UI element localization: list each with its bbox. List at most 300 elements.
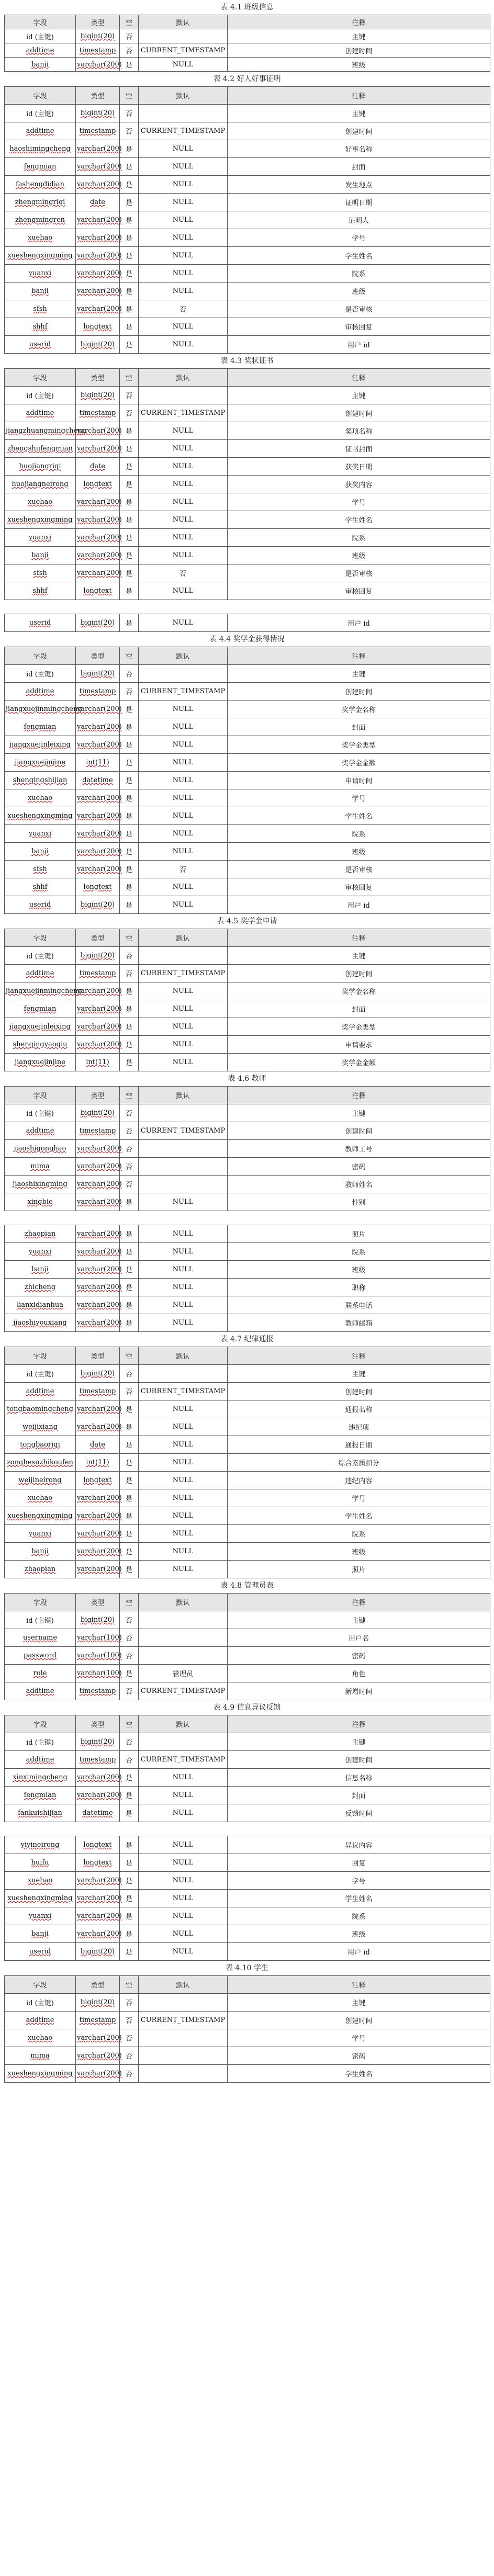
null-cell: 否 bbox=[120, 122, 139, 140]
type-cell: varchar(200) bbox=[76, 58, 120, 72]
null-cell: 否 bbox=[120, 2012, 139, 2029]
comment-cell: 奖学金金额 bbox=[228, 1054, 490, 1071]
null-cell: 否 bbox=[120, 1647, 139, 1665]
default-cell: CURRENT_TIMESTAMP bbox=[139, 683, 228, 701]
type-cell: varchar(200) bbox=[76, 529, 120, 547]
field-cell: sfsh bbox=[5, 861, 76, 878]
default-cell bbox=[139, 2047, 228, 2065]
type-cell: varchar(200) bbox=[76, 511, 120, 529]
table-row bbox=[5, 754, 490, 772]
column-header: 默认 bbox=[139, 1594, 228, 1611]
table-row bbox=[5, 2047, 490, 2065]
default-cell: NULL bbox=[139, 58, 228, 72]
field-cell: fengmian bbox=[5, 1787, 76, 1804]
table-header-row bbox=[5, 1976, 490, 1994]
null-cell: 是 bbox=[120, 283, 139, 300]
type-cell: varchar(200) bbox=[76, 158, 120, 176]
field-cell: id (主键) bbox=[5, 665, 76, 683]
type-cell: timestamp bbox=[76, 1122, 120, 1140]
null-cell: 是 bbox=[120, 1243, 139, 1261]
field-cell: xuehao bbox=[5, 229, 76, 247]
default-cell bbox=[139, 1158, 228, 1176]
comment-cell: 学生姓名 bbox=[228, 511, 490, 529]
field-cell: username bbox=[5, 1629, 76, 1647]
column-header: 字段 bbox=[5, 87, 76, 105]
field-cell: userid bbox=[5, 614, 76, 632]
field-cell: banji bbox=[5, 1261, 76, 1279]
type-cell: varchar(200) bbox=[76, 2047, 120, 2065]
field-cell: xueshengxingming bbox=[5, 1507, 76, 1525]
null-cell: 否 bbox=[120, 1733, 139, 1751]
comment-cell: 学生姓名 bbox=[228, 1890, 490, 1907]
null-cell: 否 bbox=[120, 387, 139, 404]
null-cell: 否 bbox=[120, 1383, 139, 1400]
type-cell: timestamp bbox=[76, 2012, 120, 2029]
schema-table bbox=[4, 647, 490, 914]
null-cell: 是 bbox=[120, 1314, 139, 1332]
default-cell: NULL bbox=[139, 982, 228, 1000]
null-cell: 是 bbox=[120, 229, 139, 247]
comment-cell: 回复 bbox=[228, 1854, 490, 1872]
field-cell: id (主键) bbox=[5, 1733, 76, 1751]
table-row bbox=[5, 1472, 490, 1489]
type-cell: int(11) bbox=[76, 1054, 120, 1071]
comment-cell: 创建时间 bbox=[228, 43, 490, 58]
default-cell: NULL bbox=[139, 1036, 228, 1054]
field-cell: yuanxi bbox=[5, 529, 76, 547]
comment-cell: 教师姓名 bbox=[228, 1176, 490, 1193]
field-cell: yuanxi bbox=[5, 1243, 76, 1261]
default-cell: NULL bbox=[139, 140, 228, 158]
comment-cell: 性别 bbox=[228, 1193, 490, 1211]
null-cell: 是 bbox=[120, 1665, 139, 1682]
default-cell: NULL bbox=[139, 614, 228, 632]
comment-cell: 发生地点 bbox=[228, 176, 490, 194]
schema-table bbox=[4, 929, 490, 1071]
comment-cell: 创建时间 bbox=[228, 122, 490, 140]
comment-cell: 用户 id bbox=[228, 1943, 490, 1961]
null-cell: 是 bbox=[120, 896, 139, 914]
type-cell: varchar(200) bbox=[76, 493, 120, 511]
table-row bbox=[5, 1296, 490, 1314]
schema-table bbox=[4, 86, 490, 354]
comment-cell: 主键 bbox=[228, 387, 490, 404]
field-cell: fengmian bbox=[5, 1000, 76, 1018]
column-header: 空 bbox=[120, 1715, 139, 1733]
type-cell: varchar(200) bbox=[76, 1243, 120, 1261]
null-cell: 否 bbox=[120, 2065, 139, 2083]
null-cell: 是 bbox=[120, 493, 139, 511]
default-cell: NULL bbox=[139, 176, 228, 194]
table-row bbox=[5, 29, 490, 43]
field-cell: jiangxuejinjine bbox=[5, 754, 76, 772]
comment-cell: 用户 id bbox=[228, 336, 490, 354]
type-cell: timestamp bbox=[76, 683, 120, 701]
type-cell: bigint(20) bbox=[76, 614, 120, 632]
type-cell: int(11) bbox=[76, 1454, 120, 1472]
type-cell: varchar(200) bbox=[76, 422, 120, 440]
default-cell: NULL bbox=[139, 458, 228, 476]
table-row bbox=[5, 665, 490, 683]
null-cell: 否 bbox=[120, 2029, 139, 2047]
comment-cell: 学生姓名 bbox=[228, 807, 490, 825]
type-cell: varchar(200) bbox=[76, 1769, 120, 1787]
field-cell: yuanxi bbox=[5, 1907, 76, 1925]
comment-cell: 院系 bbox=[228, 1525, 490, 1543]
null-cell: 是 bbox=[120, 511, 139, 529]
column-header: 注释 bbox=[228, 929, 490, 947]
type-cell: varchar(200) bbox=[76, 547, 120, 564]
default-cell bbox=[139, 1611, 228, 1629]
default-cell: NULL bbox=[139, 229, 228, 247]
table-row bbox=[5, 58, 490, 72]
table-row bbox=[5, 982, 490, 1000]
null-cell: 是 bbox=[120, 1489, 139, 1507]
default-cell bbox=[139, 387, 228, 404]
default-cell bbox=[139, 29, 228, 43]
table-row bbox=[5, 1665, 490, 1682]
column-header: 空 bbox=[120, 647, 139, 665]
type-cell: varchar(200) bbox=[76, 789, 120, 807]
comment-cell: 学生姓名 bbox=[228, 2065, 490, 2083]
null-cell: 是 bbox=[120, 194, 139, 211]
column-header: 空 bbox=[120, 369, 139, 387]
comment-cell: 好事名称 bbox=[228, 140, 490, 158]
table-row bbox=[5, 247, 490, 265]
table-row bbox=[5, 493, 490, 511]
type-cell: varchar(200) bbox=[76, 701, 120, 718]
null-cell: 是 bbox=[120, 1925, 139, 1943]
field-cell: yuanxi bbox=[5, 265, 76, 283]
default-cell: NULL bbox=[139, 529, 228, 547]
field-cell: shhf bbox=[5, 582, 76, 600]
column-header: 默认 bbox=[139, 1087, 228, 1104]
field-cell: zhaopian bbox=[5, 1225, 76, 1243]
table-row bbox=[5, 1036, 490, 1054]
column-header: 空 bbox=[120, 929, 139, 947]
type-cell: varchar(200) bbox=[76, 1225, 120, 1243]
type-cell: longtext bbox=[76, 1836, 120, 1854]
type-cell: varchar(200) bbox=[76, 861, 120, 878]
null-cell: 是 bbox=[120, 861, 139, 878]
default-cell: CURRENT_TIMESTAMP bbox=[139, 965, 228, 982]
null-cell: 是 bbox=[120, 1296, 139, 1314]
type-cell: timestamp bbox=[76, 404, 120, 422]
type-cell: varchar(200) bbox=[76, 1525, 120, 1543]
comment-cell: 学号 bbox=[228, 229, 490, 247]
null-cell: 否 bbox=[120, 1104, 139, 1122]
default-cell: NULL bbox=[139, 1018, 228, 1036]
field-cell: xueshengxingming bbox=[5, 2065, 76, 2083]
column-header: 空 bbox=[120, 1087, 139, 1104]
comment-cell: 主键 bbox=[228, 105, 490, 122]
null-cell: 是 bbox=[120, 564, 139, 582]
default-cell: NULL bbox=[139, 582, 228, 600]
field-cell: zhicheng bbox=[5, 1279, 76, 1296]
column-header: 默认 bbox=[139, 647, 228, 665]
null-cell: 是 bbox=[120, 1000, 139, 1018]
field-cell: jiaoshiyouxiang bbox=[5, 1314, 76, 1332]
type-cell: varchar(200) bbox=[76, 807, 120, 825]
column-header: 默认 bbox=[139, 1976, 228, 1994]
type-cell: varchar(100) bbox=[76, 1665, 120, 1682]
type-cell: varchar(200) bbox=[76, 1507, 120, 1525]
comment-cell: 奖学金类型 bbox=[228, 1018, 490, 1036]
null-cell: 是 bbox=[120, 176, 139, 194]
field-cell: role bbox=[5, 1665, 76, 1682]
default-cell bbox=[139, 105, 228, 122]
type-cell: varchar(200) bbox=[76, 736, 120, 754]
table-header-row bbox=[5, 647, 490, 665]
default-cell bbox=[139, 1733, 228, 1751]
comment-cell: 封面 bbox=[228, 1000, 490, 1018]
table-row bbox=[5, 476, 490, 493]
column-header: 默认 bbox=[139, 929, 228, 947]
type-cell: varchar(200) bbox=[76, 1314, 120, 1332]
column-header: 类型 bbox=[76, 1347, 120, 1365]
column-header: 类型 bbox=[76, 647, 120, 665]
field-cell: tongbaoriqi bbox=[5, 1436, 76, 1454]
type-cell: date bbox=[76, 1436, 120, 1454]
column-header: 注释 bbox=[228, 1087, 490, 1104]
default-cell: NULL bbox=[139, 896, 228, 914]
table-row bbox=[5, 300, 490, 318]
type-cell: bigint(20) bbox=[76, 336, 120, 354]
default-cell: NULL bbox=[139, 1314, 228, 1332]
null-cell: 否 bbox=[120, 1140, 139, 1158]
table-row bbox=[5, 1243, 490, 1261]
comment-cell: 密码 bbox=[228, 1647, 490, 1665]
field-cell: id (主键) bbox=[5, 1365, 76, 1383]
table-row bbox=[5, 947, 490, 965]
table-caption: 表 4.9 信息异议反馈 bbox=[213, 1703, 281, 1712]
schema-table bbox=[4, 1975, 490, 2083]
table-row bbox=[5, 789, 490, 807]
default-cell bbox=[139, 2029, 228, 2047]
default-cell: NULL bbox=[139, 547, 228, 564]
comment-cell: 密码 bbox=[228, 2047, 490, 2065]
table-row bbox=[5, 211, 490, 229]
field-cell: xinximingcheng bbox=[5, 1769, 76, 1787]
null-cell: 否 bbox=[120, 105, 139, 122]
table-row bbox=[5, 1611, 490, 1629]
null-cell: 是 bbox=[120, 1507, 139, 1525]
field-cell: shhf bbox=[5, 318, 76, 336]
type-cell: varchar(200) bbox=[76, 1140, 120, 1158]
table-row bbox=[5, 1525, 490, 1543]
default-cell: NULL bbox=[139, 422, 228, 440]
field-cell: addtime bbox=[5, 965, 76, 982]
column-header: 类型 bbox=[76, 1715, 120, 1733]
type-cell: int(11) bbox=[76, 754, 120, 772]
type-cell: bigint(20) bbox=[76, 1733, 120, 1751]
field-cell: id (主键) bbox=[5, 1104, 76, 1122]
null-cell: 是 bbox=[120, 754, 139, 772]
column-header: 空 bbox=[120, 15, 139, 29]
comment-cell: 封面 bbox=[228, 1787, 490, 1804]
null-cell: 是 bbox=[120, 1907, 139, 1925]
null-cell: 是 bbox=[120, 1279, 139, 1296]
comment-cell: 创建时间 bbox=[228, 404, 490, 422]
field-cell: fengmian bbox=[5, 718, 76, 736]
table-row bbox=[5, 736, 490, 754]
null-cell: 是 bbox=[120, 789, 139, 807]
table-row bbox=[5, 458, 490, 476]
field-cell: tongbaomingcheng bbox=[5, 1400, 76, 1418]
table-row bbox=[5, 861, 490, 878]
default-cell bbox=[139, 2065, 228, 2083]
table-header-row bbox=[5, 1715, 490, 1733]
column-header: 字段 bbox=[5, 1347, 76, 1365]
null-cell: 否 bbox=[120, 947, 139, 965]
comment-cell: 是否审核 bbox=[228, 564, 490, 582]
comment-cell: 审核回复 bbox=[228, 318, 490, 336]
null-cell: 是 bbox=[120, 807, 139, 825]
type-cell: bigint(20) bbox=[76, 1611, 120, 1629]
default-cell: CURRENT_TIMESTAMP bbox=[139, 1122, 228, 1140]
null-cell: 是 bbox=[120, 1472, 139, 1489]
type-cell: bigint(20) bbox=[76, 1943, 120, 1961]
comment-cell: 是否审核 bbox=[228, 300, 490, 318]
default-cell: NULL bbox=[139, 1243, 228, 1261]
default-cell: NULL bbox=[139, 1279, 228, 1296]
table-row bbox=[5, 1000, 490, 1018]
type-cell: timestamp bbox=[76, 965, 120, 982]
table-row bbox=[5, 1418, 490, 1436]
field-cell: huojiangneirong bbox=[5, 476, 76, 493]
default-cell bbox=[139, 665, 228, 683]
default-cell: NULL bbox=[139, 1261, 228, 1279]
type-cell: varchar(200) bbox=[76, 982, 120, 1000]
type-cell: varchar(200) bbox=[76, 1296, 120, 1314]
field-cell: banji bbox=[5, 1543, 76, 1561]
default-cell: NULL bbox=[139, 247, 228, 265]
type-cell: varchar(200) bbox=[76, 211, 120, 229]
field-cell: fengmian bbox=[5, 158, 76, 176]
table-row bbox=[5, 683, 490, 701]
comment-cell: 异议内容 bbox=[228, 1836, 490, 1854]
field-cell: yuanxi bbox=[5, 825, 76, 843]
comment-cell: 通报日期 bbox=[228, 1436, 490, 1454]
table-row bbox=[5, 1907, 490, 1925]
schema-table bbox=[4, 1836, 490, 1961]
default-cell: NULL bbox=[139, 1836, 228, 1854]
type-cell: bigint(20) bbox=[76, 29, 120, 43]
comment-cell: 职称 bbox=[228, 1279, 490, 1296]
default-cell: NULL bbox=[139, 1489, 228, 1507]
field-cell: sfsh bbox=[5, 300, 76, 318]
column-header: 类型 bbox=[76, 1594, 120, 1611]
null-cell: 是 bbox=[120, 718, 139, 736]
comment-cell: 主键 bbox=[228, 1994, 490, 2012]
column-header: 注释 bbox=[228, 1347, 490, 1365]
default-cell: NULL bbox=[139, 825, 228, 843]
default-cell: 否 bbox=[139, 861, 228, 878]
table-row bbox=[5, 1400, 490, 1418]
field-cell: id (主键) bbox=[5, 387, 76, 404]
type-cell: varchar(200) bbox=[76, 1036, 120, 1054]
table-row bbox=[5, 701, 490, 718]
table-caption: 表 4.2 好人好事证明 bbox=[213, 75, 281, 83]
type-cell: varchar(200) bbox=[76, 1907, 120, 1925]
field-cell: zhaopian bbox=[5, 1561, 76, 1578]
type-cell: bigint(20) bbox=[76, 896, 120, 914]
comment-cell: 班级 bbox=[228, 1543, 490, 1561]
field-cell: shenqingyaoqiu bbox=[5, 1036, 76, 1054]
table-caption: 表 4.3 奖状证书 bbox=[220, 357, 274, 365]
type-cell: varchar(200) bbox=[76, 140, 120, 158]
table-row bbox=[5, 2029, 490, 2047]
default-cell: CURRENT_TIMESTAMP bbox=[139, 1682, 228, 1700]
type-cell: varchar(200) bbox=[76, 1193, 120, 1211]
type-cell: varchar(200) bbox=[76, 283, 120, 300]
default-cell: NULL bbox=[139, 807, 228, 825]
comment-cell: 奖学金金额 bbox=[228, 754, 490, 772]
table-row bbox=[5, 1261, 490, 1279]
type-cell: timestamp bbox=[76, 1383, 120, 1400]
default-cell: NULL bbox=[139, 1436, 228, 1454]
field-cell: addtime bbox=[5, 122, 76, 140]
field-cell: shenqingshijian bbox=[5, 772, 76, 789]
default-cell: NULL bbox=[139, 1925, 228, 1943]
page-break-gap bbox=[0, 1211, 494, 1225]
field-cell: userid bbox=[5, 1943, 76, 1961]
type-cell: longtext bbox=[76, 1472, 120, 1489]
field-cell: xingbie bbox=[5, 1193, 76, 1211]
type-cell: varchar(200) bbox=[76, 1787, 120, 1804]
default-cell bbox=[139, 947, 228, 965]
null-cell: 是 bbox=[120, 1193, 139, 1211]
type-cell: bigint(20) bbox=[76, 1994, 120, 2012]
field-cell: addtime bbox=[5, 683, 76, 701]
table-row bbox=[5, 1018, 490, 1036]
null-cell: 是 bbox=[120, 1836, 139, 1854]
field-cell: fankuishijian bbox=[5, 1804, 76, 1822]
field-cell: xueshengxingming bbox=[5, 247, 76, 265]
comment-cell: 用户名 bbox=[228, 1629, 490, 1647]
null-cell: 否 bbox=[120, 404, 139, 422]
column-header: 类型 bbox=[76, 1976, 120, 1994]
table-row bbox=[5, 43, 490, 58]
comment-cell: 密码 bbox=[228, 1158, 490, 1176]
comment-cell: 审核回复 bbox=[228, 582, 490, 600]
null-cell: 是 bbox=[120, 843, 139, 861]
field-cell: banji bbox=[5, 843, 76, 861]
default-cell: NULL bbox=[139, 265, 228, 283]
table-row bbox=[5, 404, 490, 422]
table-row bbox=[5, 440, 490, 458]
type-cell: varchar(100) bbox=[76, 1647, 120, 1665]
comment-cell: 创建时间 bbox=[228, 1383, 490, 1400]
default-cell: 管理员 bbox=[139, 1665, 228, 1682]
column-header: 类型 bbox=[76, 87, 120, 105]
field-cell: zhengshufengmian bbox=[5, 440, 76, 458]
comment-cell: 主键 bbox=[228, 29, 490, 43]
table-row bbox=[5, 229, 490, 247]
default-cell: NULL bbox=[139, 211, 228, 229]
default-cell: NULL bbox=[139, 1507, 228, 1525]
default-cell: NULL bbox=[139, 1472, 228, 1489]
column-header: 默认 bbox=[139, 369, 228, 387]
null-cell: 否 bbox=[120, 1365, 139, 1383]
table-row bbox=[5, 1872, 490, 1890]
table-row bbox=[5, 582, 490, 600]
table-header-row bbox=[5, 87, 490, 105]
table-row bbox=[5, 1836, 490, 1854]
table-row bbox=[5, 1314, 490, 1332]
table-caption: 表 4.4 奖学金获得情况 bbox=[209, 635, 285, 643]
field-cell: xuehao bbox=[5, 789, 76, 807]
